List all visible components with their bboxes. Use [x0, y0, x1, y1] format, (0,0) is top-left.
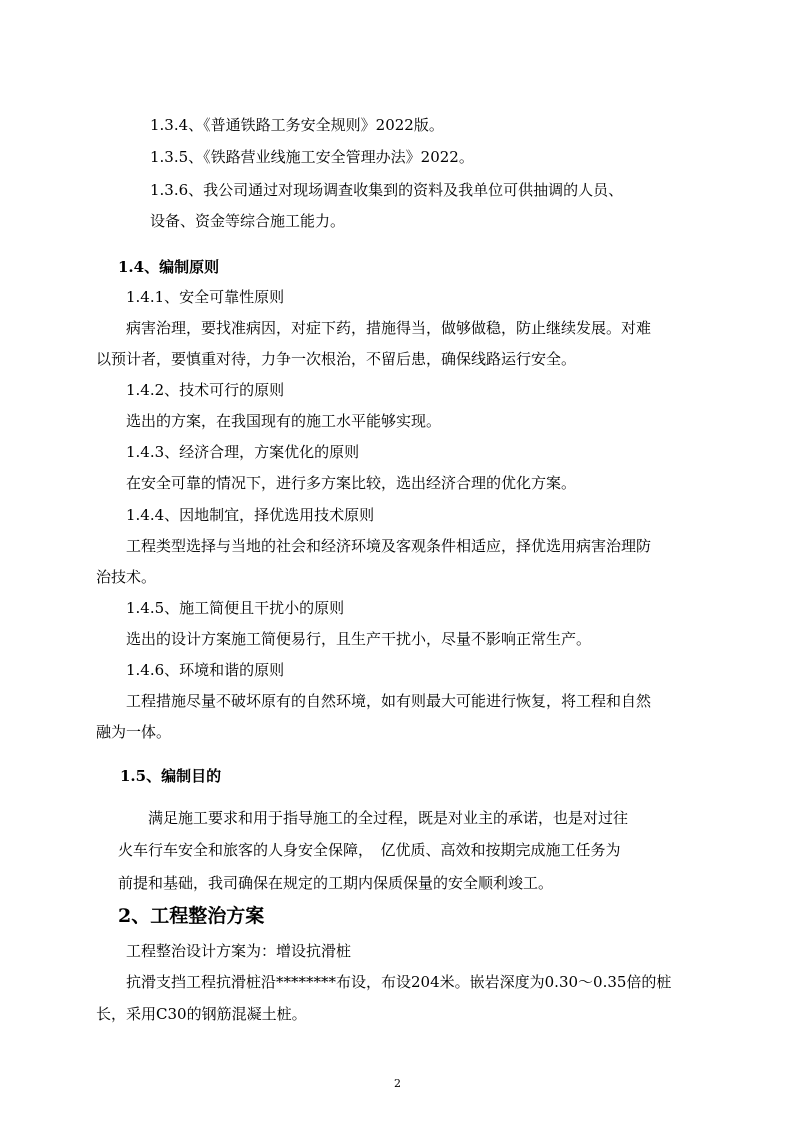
- paragraph-1-4-4-line2: 治技术。: [96, 568, 157, 586]
- paragraph-1-4-2: 选出的方案，在我国现有的施工水平能够实现。: [126, 412, 442, 430]
- item-1-4-2: 1.4.2、技术可行的原则: [126, 381, 285, 399]
- item-1-4-1: 1.4.1、安全可靠性原则: [126, 288, 285, 306]
- paragraph-1-4-5: 选出的设计方案施工简便易行，且生产干扰小，尽量不影响正常生产。: [126, 630, 592, 648]
- paragraph-1-4-4-line1: 工程类型选择与当地的社会和经济环境及客观条件相适应，择优选用病害治理防: [126, 537, 652, 555]
- section-heading-1-5: 1.5、编制目的: [120, 767, 222, 785]
- paragraph-1-5-line3: 前提和基础，我司确保在规定的工期内保质保量的安全顺利竣工。: [118, 874, 554, 892]
- paragraph-2-line2: 抗滑支挡工程抗滑桩沿********布设，布设204米。嵌岩深度为0.30～0.35倍的桩: [126, 973, 672, 991]
- paragraph-2-line3: 长，采用C30的钢筋混凝土桩。: [96, 1005, 307, 1023]
- item-1-3-6-line1: 1.3.6、我公司通过对现场调查收集到的资料及我单位可供抽调的人员、: [150, 181, 624, 199]
- paragraph-1-5-line1: 满足施工要求和用于指导施工的全过程，既是对业主的承诺，也是对过往: [148, 809, 629, 827]
- item-1-4-3: 1.4.3、经济合理，方案优化的原则: [126, 443, 360, 461]
- chapter-heading-2: 2、工程整治方案: [118, 905, 265, 927]
- item-1-3-6-line2: 设备、资金等综合施工能力。: [150, 212, 346, 230]
- item-1-3-4: 1.3.4、《普通铁路工务安全规则》2022版。: [150, 116, 444, 134]
- paragraph-1-5-line2: 火车行车安全和旅客的人身安全保障， 亿优质、高效和按期完成施工任务为: [118, 841, 621, 859]
- paragraph-1-4-6-line2: 融为一体。: [96, 723, 172, 741]
- item-1-3-5: 1.3.5、《铁路营业线施工安全管理办法》2022。: [150, 148, 474, 166]
- item-1-4-6: 1.4.6、环境和谐的原则: [126, 661, 285, 679]
- paragraph-1-4-1-line1: 病害治理，要找准病因，对症下药，措施得当，做够做稳，防止继续发展。对难: [126, 319, 652, 337]
- item-1-4-4: 1.4.4、因地制宜，择优选用技术原则: [126, 506, 375, 524]
- section-heading-1-4: 1.4、编制原则: [118, 258, 220, 276]
- item-1-4-5: 1.4.5、施工简便且干扰小的原则: [126, 599, 345, 617]
- paragraph-1-4-6-line1: 工程措施尽量不破坏原有的自然环境，如有则最大可能进行恢复，将工程和自然: [126, 692, 652, 710]
- paragraph-2-line1: 工程整治设计方案为：增设抗滑桩: [126, 942, 352, 960]
- paragraph-1-4-3: 在安全可靠的情况下，进行多方案比较，选出经济合理的优化方案。: [126, 474, 577, 492]
- page-number: 2: [394, 1077, 401, 1090]
- paragraph-1-4-1-line2: 以预计者，要慎重对待，力争一次根治，不留后患，确保线路运行安全。: [96, 350, 577, 368]
